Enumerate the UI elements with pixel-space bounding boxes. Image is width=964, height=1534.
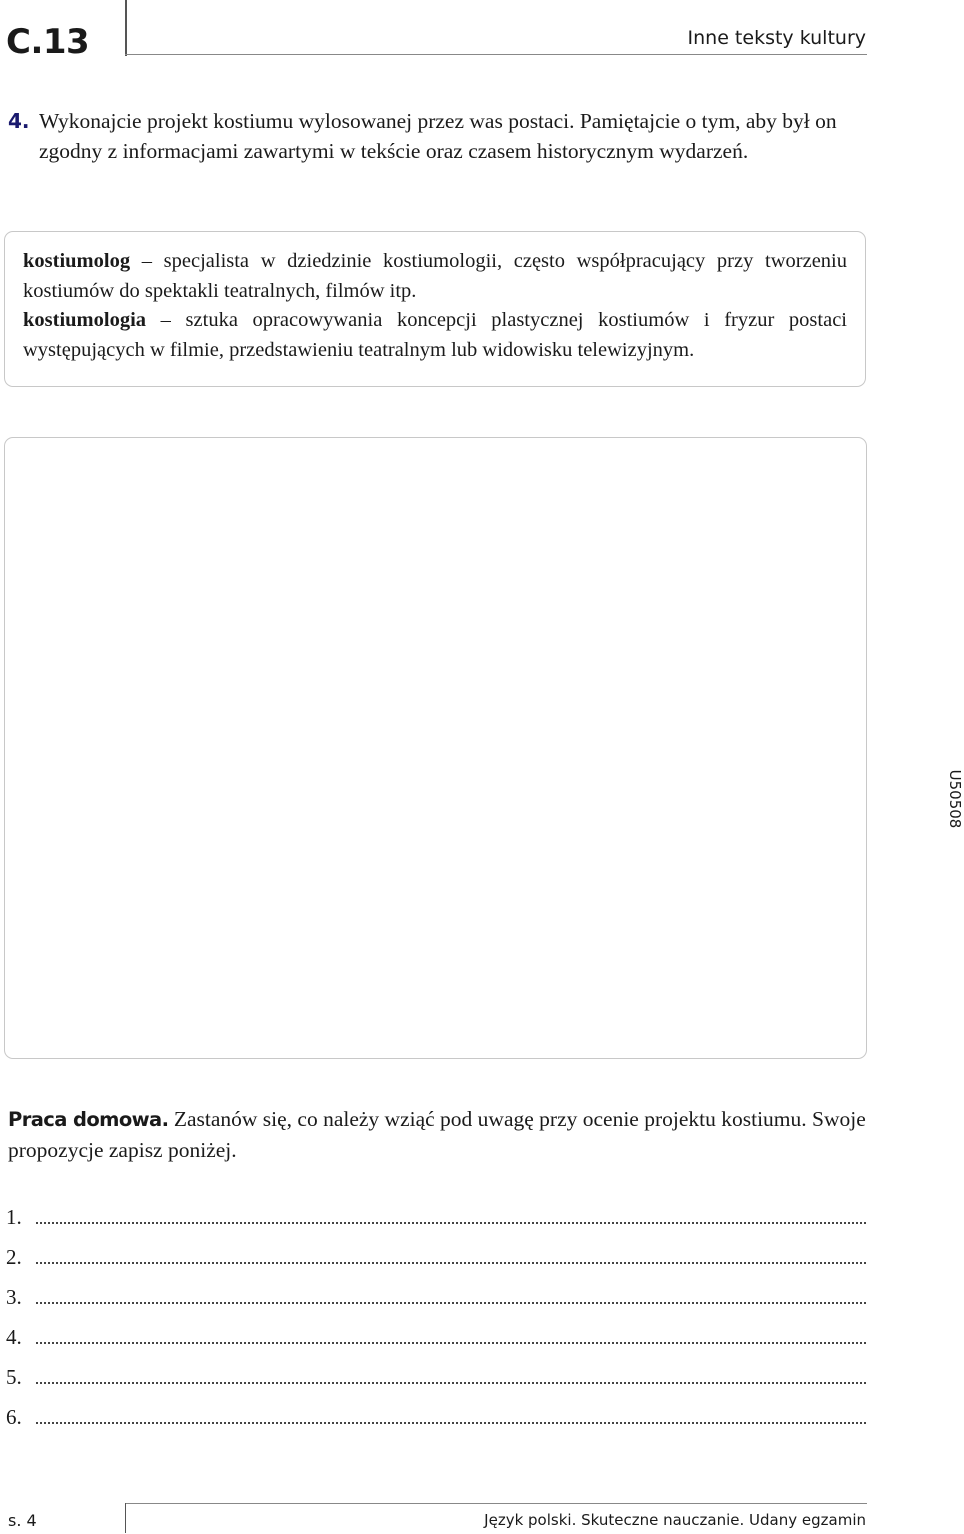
answer-line[interactable] — [6, 1391, 866, 1431]
task-number: 4. — [8, 109, 30, 133]
answer-dotted-line[interactable] — [36, 1282, 866, 1304]
page-number: s. 4 — [8, 1511, 37, 1530]
homework-instruction — [8, 1104, 868, 1165]
homework-text: Zastanów się, co należy wziąć pod uwagę przy ocenie projektu kostiumu. Swoje propozycje zapisz poniżej. — [8, 1107, 866, 1162]
header-divider-vertical — [125, 0, 127, 56]
answer-line[interactable] — [6, 1351, 866, 1391]
answer-dotted-line[interactable] — [36, 1362, 866, 1384]
header-subject: Inne teksty kultury — [687, 27, 866, 49]
section-code: C.13 — [6, 22, 90, 62]
header-divider-horizontal — [125, 54, 867, 55]
answer-line[interactable] — [6, 1311, 866, 1351]
glossary-definition: – specjalista w dziedzinie kostiumologii, często współpracujący przy tworzeniu kostiumów do spektakli teatralnych, filmów itp. — [23, 250, 847, 302]
answer-line[interactable] — [6, 1271, 866, 1311]
answer-dotted-line[interactable] — [36, 1242, 866, 1264]
footer-book-title: Język polski. Skuteczne nauczanie. Udany egzamin — [484, 1511, 866, 1529]
task-instruction — [8, 106, 868, 166]
answer-dotted-line[interactable] — [36, 1202, 866, 1224]
homework-label: Praca domowa. — [8, 1108, 169, 1131]
glossary-entry — [23, 247, 847, 306]
answer-number: 2. — [6, 1245, 22, 1269]
glossary-entry — [23, 306, 847, 365]
task-text: Wykonajcie projekt kostiumu wylosowanej przez was postaci. Pamiętajcie o tym, aby był on zgodny z informacjami zawartymi w tekście oraz czasem historycznym wydarzeń. — [39, 109, 837, 163]
answer-number: 3. — [6, 1285, 22, 1309]
answer-dotted-line[interactable] — [36, 1322, 866, 1344]
footer-divider-vertical — [125, 1503, 126, 1533]
glossary-definition: – sztuka opracowywania koncepcji plastycznej kostiumów i fryzur postaci występujących w filmie, przedstawieniu teatralnym lub widowisku telewizyjnym. — [23, 309, 847, 361]
answer-dotted-line[interactable] — [36, 1402, 866, 1424]
answer-number: 4. — [6, 1325, 22, 1349]
side-code: U50508 — [946, 769, 964, 829]
answer-number: 6. — [6, 1405, 22, 1429]
glossary-box — [4, 231, 866, 387]
footer-divider-horizontal — [125, 1503, 867, 1504]
answer-number: 5. — [6, 1365, 22, 1389]
answer-list — [6, 1191, 866, 1431]
answer-line[interactable] — [6, 1191, 866, 1231]
costume-drawing-area[interactable] — [4, 437, 867, 1059]
answer-line[interactable] — [6, 1231, 866, 1271]
answer-number: 1. — [6, 1205, 22, 1229]
glossary-term: kostiumolog — [23, 250, 131, 272]
glossary-term: kostiumologia — [23, 309, 147, 331]
